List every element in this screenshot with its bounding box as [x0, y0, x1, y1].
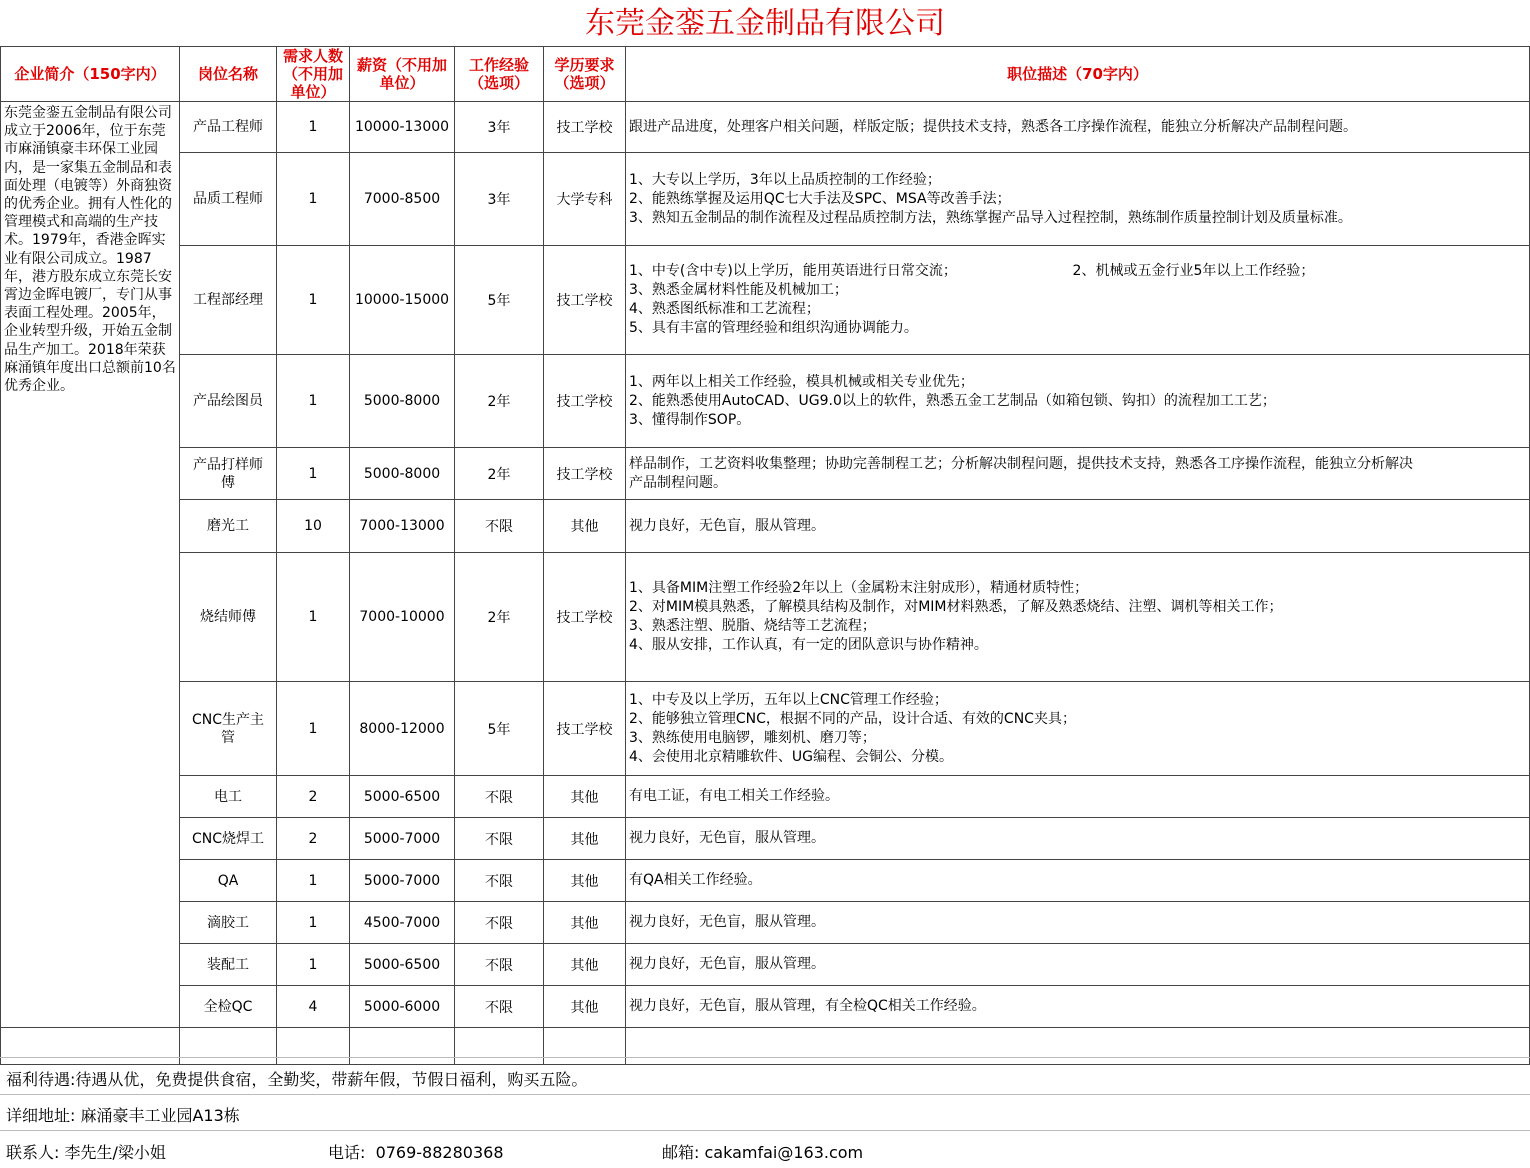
position-cell: 全检QC: [180, 986, 277, 1028]
description-line: 3、懂得制作SOP。: [629, 411, 751, 428]
count-cell: 1: [277, 246, 350, 355]
footer-divider: [0, 1130, 1530, 1131]
salary-cell: 4500-7000: [350, 902, 455, 944]
empty-cell: [277, 1028, 350, 1065]
table-row: [1, 102, 1530, 153]
description-line: 视力良好，无色盲，服从管理。: [629, 517, 825, 534]
count-cell: 2: [277, 776, 350, 818]
experience-cell: 2年: [455, 553, 544, 682]
footer-divider: [0, 1057, 1530, 1058]
count-cell: 1: [277, 102, 350, 153]
address-text: 详细地址: 麻涌豪丰工业园A13栋: [6, 1106, 240, 1125]
table-row: [1, 776, 1530, 818]
description-line: 1、两年以上相关工作经验，模具机械或相关专业优先；: [629, 373, 974, 390]
experience-cell: 2年: [455, 355, 544, 448]
experience-cell: 不限: [455, 776, 544, 818]
education-cell: 其他: [544, 986, 626, 1028]
table-row: [1, 500, 1530, 553]
description-cell: [626, 355, 1530, 448]
count-cell: 1: [277, 860, 350, 902]
education-cell: 其他: [544, 818, 626, 860]
experience-cell: 5年: [455, 682, 544, 776]
count-cell: 1: [277, 944, 350, 986]
position-cell: 产品绘图员: [180, 355, 277, 448]
empty-cell: [180, 1028, 277, 1065]
description-line: 1、大专以上学历，3年以上品质控制的工作经验；: [629, 171, 941, 188]
count-cell: 1: [277, 355, 350, 448]
description-line: 产品制程问题。: [629, 474, 727, 491]
count-cell: 1: [277, 153, 350, 246]
description-cell: [626, 860, 1530, 902]
experience-cell: 3年: [455, 102, 544, 153]
description-line: 4、服从安排，工作认真，有一定的团队意识与协作精神。: [629, 637, 988, 653]
company-intro: 东莞金銮五金制品有限公司成立于2006年，位于东莞市麻涌镇豪丰环保工业园内，是一家集五金制品和表面处理（电镀等）外商独资的优秀企业。拥有人性化的管理模式和高端的生产技术。1979年，香港金晖实业有限公司成立。1987年，港方股东成立东莞长安霄边金晖电镀厂，专门从事表面工程处理。2005年，企业转型升级，开始五金制品生产加工。2018年荣获麻涌镇年度出口总额前10名优秀企业。: [1, 102, 180, 1028]
table-row: [1, 153, 1530, 246]
email-text: 邮箱: cakamfai@163.com: [662, 1143, 864, 1162]
description-line: 视力良好，无色盲，服从管理。: [629, 914, 825, 930]
position-cell: QA: [180, 860, 277, 902]
table-row: [1, 355, 1530, 448]
description-line: 3、熟悉金属材料性能及机械加工；: [629, 282, 848, 298]
description-line: 视力良好，无色盲，服从管理。: [629, 830, 825, 846]
description-line: 3、熟知五金制品的制作流程及过程品质控制方法，熟练掌握产品导入过程控制，熟练制作质量控制计划及质量标准。: [629, 209, 1352, 226]
benefits-text: 福利待遇:待遇从优，免费提供食宿，全勤奖，带薪年假，节假日福利，购买五险。: [6, 1070, 588, 1089]
blank-row: [1, 1028, 1530, 1065]
experience-cell: 3年: [455, 153, 544, 246]
table-row: [1, 448, 1530, 500]
description-cell: [626, 448, 1530, 500]
count-cell: 4: [277, 986, 350, 1028]
salary-cell: 5000-6000: [350, 986, 455, 1028]
table-row: [1, 902, 1530, 944]
empty-cell: [455, 1028, 544, 1065]
salary-cell: 10000-15000: [350, 246, 455, 355]
header-salary: 薪资（不用加单位）: [350, 47, 455, 102]
education-cell: 大学专科: [544, 153, 626, 246]
description-line: 视力良好，无色盲，服从管理。: [629, 956, 825, 972]
footer-divider: [0, 1094, 1530, 1095]
salary-cell: 5000-8000: [350, 448, 455, 500]
description-line: 1、具备MIM注塑工作经验2年以上（金属粉末注射成形），精通材质特性；: [629, 580, 1089, 596]
salary-cell: 10000-13000: [350, 102, 455, 153]
description-line: 有电工证，有电工相关工作经验。: [629, 788, 839, 804]
salary-cell: 5000-6500: [350, 944, 455, 986]
empty-cell: [626, 1028, 1530, 1065]
salary-cell: 5000-8000: [350, 355, 455, 448]
job-table: [0, 46, 1530, 1065]
education-cell: 技工学校: [544, 102, 626, 153]
description-cell: [626, 776, 1530, 818]
experience-cell: 不限: [455, 986, 544, 1028]
table-row: [1, 944, 1530, 986]
description-cell: [626, 818, 1530, 860]
salary-cell: 5000-7000: [350, 818, 455, 860]
header-row: [1, 47, 1530, 102]
company-title: 东莞金銮五金制品有限公司: [585, 6, 945, 41]
header-intro: 企业简介（150字内）: [1, 47, 180, 102]
experience-cell: 不限: [455, 944, 544, 986]
table-row: [1, 986, 1530, 1028]
description-line: 2、能够独立管理CNC，根据不同的产品，设计合适、有效的CNC夹具；: [629, 710, 1076, 727]
salary-cell: 7000-8500: [350, 153, 455, 246]
description-line: 5、具有丰富的管理经验和组织沟通协调能力。: [629, 320, 918, 336]
position-cell: CNC生产主管: [180, 682, 277, 776]
description-line: 2、能熟悉使用AutoCAD、UG9.0以上的软件，熟悉五金工艺制品（如箱包锁、钩扣）的流程加工工艺；: [629, 392, 1276, 409]
education-cell: 其他: [544, 776, 626, 818]
position-cell: 滴胶工: [180, 902, 277, 944]
experience-cell: 不限: [455, 860, 544, 902]
salary-cell: 5000-7000: [350, 860, 455, 902]
description-line: 视力良好，无色盲，服从管理，有全检QC相关工作经验。: [629, 998, 986, 1014]
education-cell: 技工学校: [544, 246, 626, 355]
description-line: 4、熟悉图纸标准和工艺流程；: [629, 301, 820, 317]
salary-cell: 5000-6500: [350, 776, 455, 818]
experience-cell: 5年: [455, 246, 544, 355]
description-cell: [626, 682, 1530, 776]
empty-cell: [1, 1028, 180, 1065]
education-cell: 其他: [544, 500, 626, 553]
description-line: 2、能熟练掌握及运用QC七大手法及SPC、MSA等改善手法；: [629, 190, 1011, 207]
empty-cell: [544, 1028, 626, 1065]
description-line: 跟进产品进度，处理客户相关问题，样版定版；提供技术支持，熟悉各工序操作流程，能独立分析解决产品制程问题。: [629, 118, 1357, 135]
header-count: 需求人数（不用加单位）: [277, 47, 350, 102]
description-line: 有QA相关工作经验。: [629, 872, 762, 888]
header-experience: 工作经验（选项）: [455, 47, 544, 102]
salary-cell: 8000-12000: [350, 682, 455, 776]
salary-cell: 7000-10000: [350, 553, 455, 682]
position-cell: 产品打样师傅: [180, 448, 277, 500]
count-cell: 2: [277, 818, 350, 860]
table-row: [1, 246, 1530, 355]
education-cell: 其他: [544, 860, 626, 902]
table-row: [1, 818, 1530, 860]
education-cell: 技工学校: [544, 553, 626, 682]
description-line: 1、中专(含中专)以上学历，能用英语进行日常交流； 2、机械或五金行业5年以上工作经验；: [629, 263, 1315, 279]
position-cell: 产品工程师: [180, 102, 277, 153]
experience-cell: 不限: [455, 902, 544, 944]
position-cell: 电工: [180, 776, 277, 818]
header-position: 岗位名称: [180, 47, 277, 102]
position-cell: CNC烧焊工: [180, 818, 277, 860]
position-cell: 品质工程师: [180, 153, 277, 246]
description-cell: [626, 102, 1530, 153]
count-cell: 1: [277, 553, 350, 682]
education-cell: 其他: [544, 902, 626, 944]
table-row: [1, 682, 1530, 776]
description-cell: [626, 553, 1530, 682]
header-education: 学历要求（选项）: [544, 47, 626, 102]
position-cell: 工程部经理: [180, 246, 277, 355]
description-cell: [626, 902, 1530, 944]
count-cell: 1: [277, 682, 350, 776]
description-line: 4、会使用北京精雕软件、UG编程、会铜公、分模。: [629, 748, 954, 765]
empty-cell: [350, 1028, 455, 1065]
salary-cell: 7000-13000: [350, 500, 455, 553]
table-row: [1, 553, 1530, 682]
education-cell: 技工学校: [544, 448, 626, 500]
description-line: 2、对MIM模具熟悉，了解模具结构及制作，对MIM材料熟悉，了解及熟悉烧结、注塑、调机等相关工作；: [629, 599, 1283, 615]
description-line: 样品制作，工艺资料收集整理；协助完善制程工艺；分析解决制程问题，提供技术支持，熟悉各工序操作流程，能独立分析解决: [629, 455, 1413, 472]
education-cell: 技工学校: [544, 682, 626, 776]
position-cell: 烧结师傅: [180, 553, 277, 682]
description-line: 3、熟悉注塑、脱脂、烧结等工艺流程；: [629, 618, 876, 634]
description-cell: [626, 944, 1530, 986]
education-cell: 技工学校: [544, 355, 626, 448]
position-cell: 装配工: [180, 944, 277, 986]
count-cell: 1: [277, 902, 350, 944]
description-line: 1、中专及以上学历，五年以上CNC管理工作经验；: [629, 691, 948, 708]
experience-cell: 不限: [455, 818, 544, 860]
table-row: [1, 860, 1530, 902]
description-cell: [626, 246, 1530, 355]
experience-cell: 不限: [455, 500, 544, 553]
position-cell: 磨光工: [180, 500, 277, 553]
description-cell: [626, 500, 1530, 553]
contact-text: 联系人: 李先生/梁小姐: [6, 1143, 166, 1162]
phone-text: 电话: 0769-88280368: [328, 1143, 504, 1162]
description-cell: [626, 986, 1530, 1028]
description-cell: [626, 153, 1530, 246]
description-line: 3、熟练使用电脑锣，雕刻机、磨刀等；: [629, 729, 876, 746]
education-cell: 其他: [544, 944, 626, 986]
count-cell: 10: [277, 500, 350, 553]
experience-cell: 2年: [455, 448, 544, 500]
header-description: 职位描述（70字内）: [626, 47, 1530, 102]
count-cell: 1: [277, 448, 350, 500]
